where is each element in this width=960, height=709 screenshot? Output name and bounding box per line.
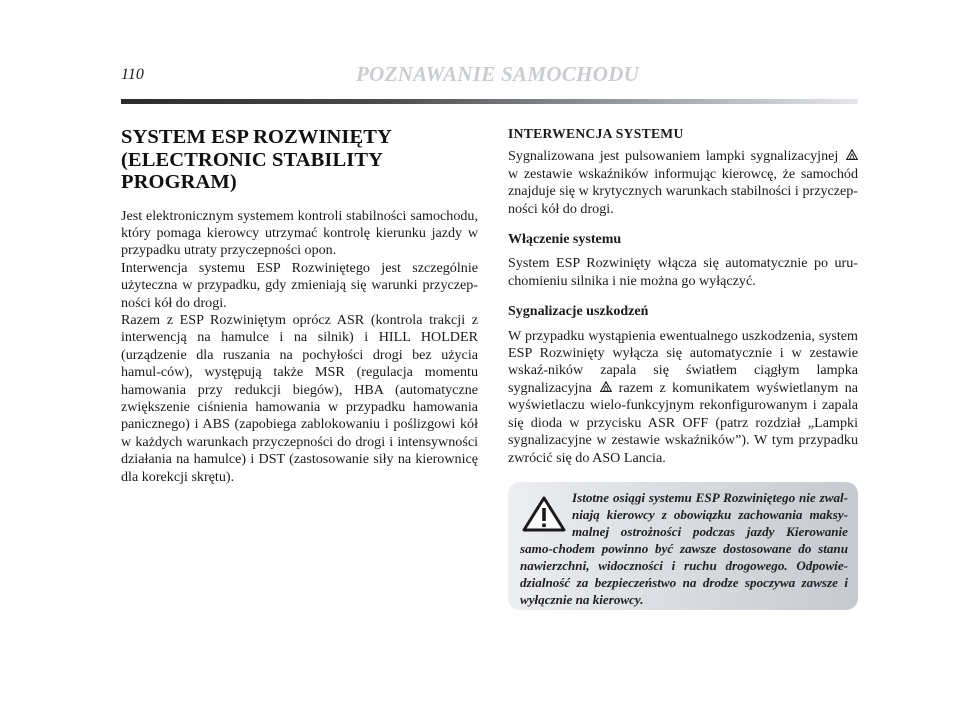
intervention-heading: INTERWENCJA SYSTEMU [508, 126, 684, 141]
page-number: 110 [121, 66, 144, 83]
faults-heading: Sygnalizacje uszkodzeń [508, 304, 649, 320]
title-line: SYSTEM ESP ROZWINIĘTY [121, 126, 392, 148]
intervention-text-end: w zestawie wskaźników informując kierowcę, że samochód znajduje się w krytycznych warunkach stabilności i przyczep-ności kół do drogi. [508, 165, 858, 217]
esp-subsystems-paragraph: Razem z ESP Rozwiniętym oprócz ASR (kontrola trakcji z interwencją na hamulce i na silnik) i HILL HOLDER (urządzenie dla ruszania na pochyłości drogi bez użycia hamul-ców), występują także MSR (regulacja momentu hamowania przy redukcji biegów), HBA (automatyczne zwiększenie ciśnienia hamowania w przypadku hamowania panicznego) i ABS (zapobiega zablokowaniu i poślizgowi kół w każdych warunkach przyczepności do drogi i intensywności działania na hamulce) i DST (zastosowanie siły na kierownicę dla korekcji skrętu). [121, 311, 478, 485]
left-column [121, 122, 478, 486]
section-title [121, 126, 478, 194]
header-rule [121, 99, 858, 104]
intervention-text-start: Sygnalizowana jest pulsowaniem lampki sygnalizacyjnej [508, 148, 839, 165]
intervention-paragraph [508, 148, 858, 218]
activation-paragraph: System ESP Rozwinięty włącza się automatycznie po uru-chomieniu silnika i nie można go wyłączyć. [508, 255, 858, 289]
right-column [508, 122, 858, 610]
esp-skid-icon [846, 149, 858, 161]
running-header: POZNAWANIE SAMOCHODU [356, 62, 640, 86]
faults-text-end: razem z komunikatem wyświetlanym na wyświetlaczu wielo-funkcyjnym rekonfigurowanym i zapala się dioda w przycisku ASR OFF (patrz rozdział „Lampki sygnalizacyjne w zestawie wskaźników”). W tym przypadku zwrócić się do ASO Lancia. [508, 379, 859, 466]
activation-heading: Włączenie systemu [508, 232, 622, 248]
esp-skid-icon [600, 381, 612, 393]
esp-usefulness-paragraph: Interwencja systemu ESP Rozwiniętego jest szczególnie użyteczna w przypadku, gdy zmieniają się warunki przyczep-ności kół do drogi. [121, 259, 478, 311]
title-line: PROGRAM) [121, 171, 237, 193]
esp-description-paragraph: Jest elektronicznym systemem kontroli stabilności samochodu, który pomaga kierowcy utrzymać kontrolę kierunku jazdy w przypadku utraty przyczepności opon. [121, 207, 478, 259]
warning-text: Istotne osiągi systemu ESP Rozwiniętego nie zwal-niają kierowcy z obowiązku zachowania maksy-malnej ostrożności podczas jazdy Kierowanie samo-chodem powinno być zawsze dostosowane do stanu nawierzchni, widoczności i ruchu drogowego. Odpowie-dzialność za bezpieczeństwo na drodze spoczywa zawsze i wyłącznie na kierowcy. [520, 489, 848, 608]
faults-paragraph [508, 328, 858, 467]
warning-triangle-icon [522, 496, 566, 532]
title-line: (ELECTRONIC STABILITY [121, 148, 384, 171]
faults-text-start: W przypadku wystąpienia ewentualnego uszkodzenia, system ESP Rozwinięty wyłącza się automatycznie i w zestawie wskaź-ników zapala się światłem ciągłym lampka sygnalizacyjna [508, 327, 858, 396]
warning-box [508, 482, 858, 610]
